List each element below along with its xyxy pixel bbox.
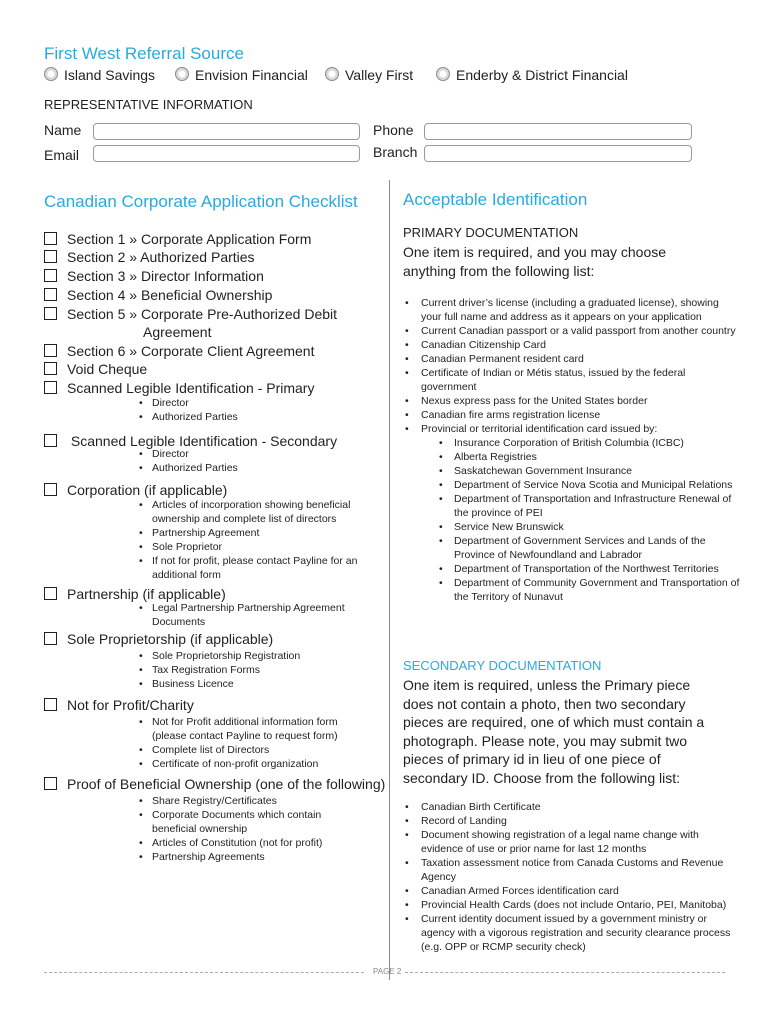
list-item: • Articles of Constitution (not for profit) — [139, 836, 349, 850]
list-item: • Legal Partnership Partnership Agreement Documents — [139, 601, 364, 629]
list-item: • Saskatchewan Government Insurance — [439, 464, 740, 478]
footer-rule-left — [44, 972, 364, 973]
list-item: • Current driver’s license (including a graduated license), showing your full name and address as it appears on your application — [405, 296, 740, 324]
referral-title: First West Referral Source — [44, 44, 244, 63]
list-item: • Partnership Agreements — [139, 850, 349, 864]
checklist-item-id-primary[interactable]: Scanned Legible Identification - Primary — [44, 380, 314, 396]
checklist-item-corporation[interactable]: Corporation (if applicable) — [44, 482, 227, 498]
corporation-bullets — [139, 498, 371, 582]
primary-list — [405, 296, 740, 604]
branch-field[interactable] — [424, 145, 692, 162]
checkbox-icon[interactable] — [44, 632, 57, 645]
list-item: • Canadian Permanent resident card — [405, 352, 740, 366]
page-number: PAGE 2 — [373, 967, 402, 976]
not-for-profit-bullets — [139, 715, 364, 771]
id-primary-bullets — [139, 396, 359, 424]
checkbox-icon[interactable] — [44, 362, 57, 375]
phone-label: Phone — [373, 122, 414, 138]
secondary-intro: One item is required, unless the Primary piece does not contain a photo, then two secondary pieces are required, one of which must contain a photograph. Please note, you may submit two pieces of primary id in lieu of one piece of secondary ID. Choose from the following list: — [403, 677, 705, 786]
radio-icon — [175, 67, 189, 81]
list-item: • Document showing registration of a legal name change with evidence of use or prior name for last 12 months — [405, 828, 740, 856]
checklist-item-section-2[interactable]: Section 2 » Authorized Parties — [44, 249, 255, 265]
list-item: • Tax Registration Forms — [139, 663, 359, 677]
secondary-heading: SECONDARY DOCUMENTATION — [403, 658, 602, 673]
checkbox-icon[interactable] — [44, 698, 57, 711]
list-item: • Department of Community Government and Transportation of the Territory of Nunavut — [439, 576, 740, 604]
sole-proprietorship-bullets — [139, 649, 359, 691]
checklist-item-partnership[interactable]: Partnership (if applicable) — [44, 586, 226, 602]
list-item: • Provincial or territorial identification card issued by: • Insurance Corporation of British Columbia (ICBC) • Alberta Registries • Saskatchewan Government Insurance • Department of Service Nova Scotia and Municipal Relations • Department of Transportation and Infrastructure Renewal of the province of PEI • Service New Brunswick • Department of Government Services and Lands of the Province of Newfoundland and Labrador • Department of Transportation of the Northwest Territories • Department of Community Government and Transportation of the Territory of Nunavut — [405, 422, 740, 604]
list-item: • Service New Brunswick — [439, 520, 740, 534]
list-item: • Sole Proprietor — [139, 540, 371, 554]
checkbox-icon[interactable] — [44, 344, 57, 357]
radio-valley-first[interactable]: Valley First — [325, 67, 413, 83]
list-item: • Business Licence — [139, 677, 359, 691]
primary-intro: One item is required, and you may choose anything from the following list: — [403, 244, 667, 279]
checklist-item-section-3[interactable]: Section 3 » Director Information — [44, 268, 264, 284]
checklist-item-beneficial-ownership[interactable]: Proof of Beneficial Ownership (one of the following) — [44, 776, 385, 792]
list-item: • Insurance Corporation of British Columbia (ICBC) — [439, 436, 740, 450]
list-item: • Taxation assessment notice from Canada Customs and Revenue Agency — [405, 856, 740, 884]
list-item: • Current Canadian passport or a valid passport from another country — [405, 324, 740, 338]
checkbox-icon[interactable] — [44, 250, 57, 263]
checkbox-icon[interactable] — [44, 587, 57, 600]
name-field[interactable] — [93, 123, 360, 140]
beneficial-ownership-bullets — [139, 794, 349, 864]
checklist-item-id-secondary[interactable]: Scanned Legible Identification - Secondary — [44, 433, 337, 449]
list-item: • Complete list of Directors — [139, 743, 364, 757]
checklist-item-section-5[interactable]: Section 5 » Corporate Pre-Authorized Debit — [44, 306, 337, 322]
list-item: • Certificate of Indian or Métis status, issued by the federal government — [405, 366, 740, 394]
list-item: • Director — [139, 447, 359, 461]
footer-rule-right — [405, 972, 725, 973]
phone-field[interactable] — [424, 123, 692, 140]
list-item: • Corporate Documents which contain beneficial ownership — [139, 808, 349, 836]
ident-title: Acceptable Identification — [403, 190, 588, 209]
id-secondary-bullets — [139, 447, 359, 475]
list-item: • If not for profit, please contact Payline for an additional form — [139, 554, 371, 582]
list-item: • Department of Service Nova Scotia and Municipal Relations — [439, 478, 740, 492]
checkbox-icon[interactable] — [44, 307, 57, 320]
checklist-item-sole-proprietorship[interactable]: Sole Proprietorship (if applicable) — [44, 631, 273, 647]
email-field[interactable] — [93, 145, 360, 162]
list-item: • Articles of incorporation showing beneficial ownership and complete list of directors — [139, 498, 371, 526]
list-item: • Share Registry/Certificates — [139, 794, 349, 808]
email-label: Email — [44, 147, 80, 163]
radio-island-savings[interactable]: Island Savings — [44, 67, 155, 83]
provincial-list — [421, 436, 740, 604]
checkbox-icon[interactable] — [44, 269, 57, 282]
list-item: • Department of Transportation of the Northwest Territories — [439, 562, 740, 576]
name-label: Name — [44, 122, 82, 138]
list-item: • Department of Transportation and Infrastructure Renewal of the province of PEI — [439, 492, 740, 520]
list-item: • Not for Profit additional information form (please contact Payline to request form) — [139, 715, 364, 743]
list-item: • Canadian Armed Forces identification card — [405, 884, 740, 898]
list-item: • Canadian Birth Certificate — [405, 800, 740, 814]
checkbox-icon[interactable] — [44, 232, 57, 245]
list-item: • Canadian Citizenship Card — [405, 338, 740, 352]
list-item: • Record of Landing — [405, 814, 740, 828]
list-item: • Provincial Health Cards (does not include Ontario, PEI, Manitoba) — [405, 898, 740, 912]
checkbox-icon[interactable] — [44, 483, 57, 496]
list-item: • Current identity document issued by a government ministry or agency with a vigorous registration and security clearance process (e.g. OPP or RCMP security check) — [405, 912, 740, 954]
checklist-item-section-6[interactable]: Section 6 » Corporate Client Agreement — [44, 343, 314, 359]
rep-heading: REPRESENTATIVE INFORMATION — [44, 97, 253, 112]
secondary-list — [405, 800, 740, 954]
list-item: • Department of Government Services and Lands of the Province of Newfoundland and Labrador — [439, 534, 740, 562]
list-item: • Authorized Parties — [139, 461, 359, 475]
checkbox-icon[interactable] — [44, 434, 57, 447]
checklist-title: Canadian Corporate Application Checklist — [44, 192, 358, 211]
list-item: • Canadian fire arms registration license — [405, 408, 740, 422]
checklist-item-void-cheque[interactable]: Void Cheque — [44, 361, 147, 377]
primary-heading: PRIMARY DOCUMENTATION — [403, 225, 579, 240]
list-item: • Alberta Registries — [439, 450, 740, 464]
checkbox-icon[interactable] — [44, 777, 57, 790]
radio-icon — [44, 67, 58, 81]
branch-label: Branch — [373, 144, 418, 160]
list-item: • Director — [139, 396, 359, 410]
list-item: • Partnership Agreement — [139, 526, 371, 540]
radio-icon — [325, 67, 339, 81]
list-item: • Nexus express pass for the United States border — [405, 394, 740, 408]
list-item: • Certificate of non-profit organization — [139, 757, 364, 771]
checklist-item-section-4[interactable]: Section 4 » Beneficial Ownership — [44, 287, 272, 303]
list-item: • Authorized Parties — [139, 410, 359, 424]
column-divider — [389, 180, 390, 980]
checklist-item-section-5-continued: Agreement — [143, 324, 212, 340]
checkbox-icon[interactable] — [44, 288, 57, 301]
checklist-item-not-for-profit[interactable]: Not for Profit/Charity — [44, 697, 194, 713]
radio-icon — [436, 67, 450, 81]
checklist-item-section-1[interactable]: Section 1 » Corporate Application Form — [44, 231, 311, 247]
checkbox-icon[interactable] — [44, 381, 57, 394]
radio-enderby-district[interactable]: Enderby & District Financial — [436, 67, 628, 83]
radio-envision-financial[interactable]: Envision Financial — [175, 67, 308, 83]
list-item: • Sole Proprietorship Registration — [139, 649, 359, 663]
partnership-bullets — [139, 601, 364, 629]
